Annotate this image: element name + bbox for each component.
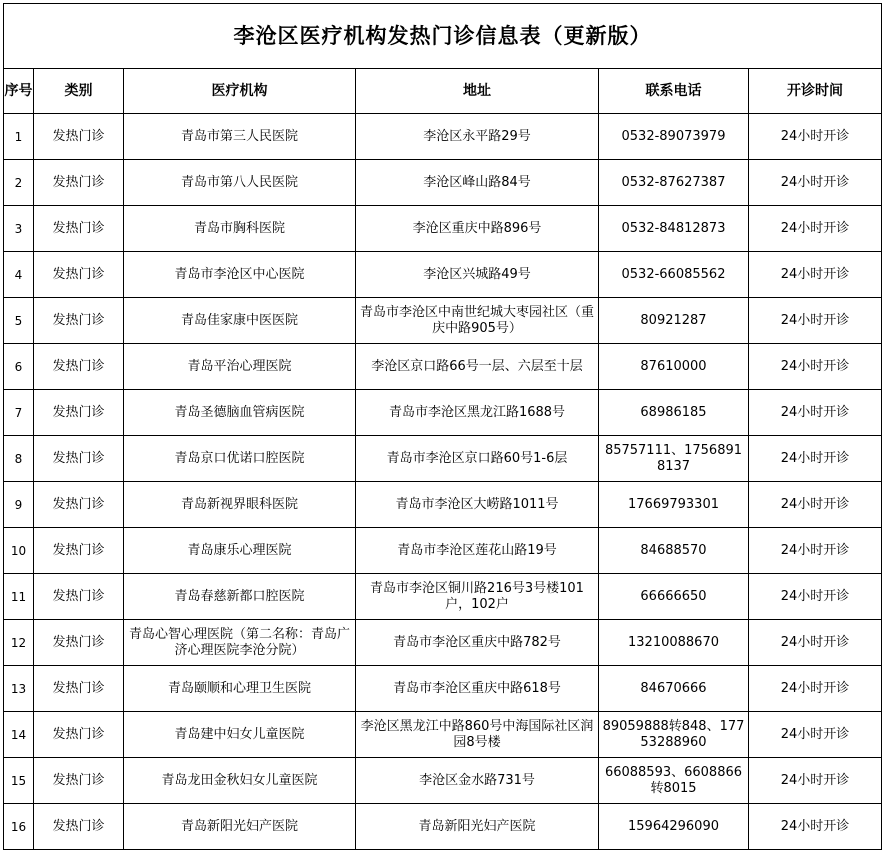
row-address: 青岛市李沧区重庆中路782号 [356,620,599,666]
row-hours: 24小时开诊 [749,620,882,666]
table-row [4,758,882,804]
header-row [4,69,882,114]
table-row [4,712,882,758]
table-row [4,528,882,574]
row-seq: 16 [4,804,34,850]
row-hours: 24小时开诊 [749,712,882,758]
row-phone: 0532-84812873 [599,206,749,252]
table-title: 李沧区医疗机构发热门诊信息表（更新版） [4,4,882,69]
table-body [4,114,882,850]
row-address: 李沧区金水路731号 [356,758,599,804]
row-category: 发热门诊 [34,298,124,344]
row-phone: 66088593、6608866转8015 [599,758,749,804]
row-phone: 80921287 [599,298,749,344]
row-address: 青岛市李沧区黑龙江路1688号 [356,390,599,436]
table-row [4,206,882,252]
fever-clinic-table [3,3,882,850]
row-category: 发热门诊 [34,252,124,298]
row-category: 发热门诊 [34,574,124,620]
row-category: 发热门诊 [34,390,124,436]
row-address: 青岛新阳光妇产医院 [356,804,599,850]
row-seq: 11 [4,574,34,620]
row-seq: 2 [4,160,34,206]
row-seq: 8 [4,436,34,482]
row-seq: 14 [4,712,34,758]
row-address: 青岛市李沧区莲花山路19号 [356,528,599,574]
row-phone: 13210088670 [599,620,749,666]
row-institution: 青岛京口优诺口腔医院 [124,436,356,482]
header-address: 地址 [356,69,599,114]
table-row [4,160,882,206]
row-category: 发热门诊 [34,114,124,160]
row-hours: 24小时开诊 [749,528,882,574]
row-hours: 24小时开诊 [749,160,882,206]
row-hours: 24小时开诊 [749,758,882,804]
row-seq: 6 [4,344,34,390]
table-row [4,114,882,160]
row-institution: 青岛建中妇女儿童医院 [124,712,356,758]
header-seq: 序号 [4,69,34,114]
row-phone: 17669793301 [599,482,749,528]
row-category: 发热门诊 [34,666,124,712]
table-row [4,298,882,344]
row-institution: 青岛颐顺和心理卫生医院 [124,666,356,712]
row-phone: 87610000 [599,344,749,390]
row-institution: 青岛龙田金秋妇女儿童医院 [124,758,356,804]
row-institution: 青岛心智心理医院（第二名称：青岛广济心理医院李沧分院） [124,620,356,666]
table-row [4,804,882,850]
row-seq: 7 [4,390,34,436]
row-address: 青岛市李沧区重庆中路618号 [356,666,599,712]
row-phone: 68986185 [599,390,749,436]
row-seq: 10 [4,528,34,574]
table-row [4,344,882,390]
row-address: 李沧区峰山路84号 [356,160,599,206]
row-institution: 青岛市胸科医院 [124,206,356,252]
row-institution: 青岛市第三人民医院 [124,114,356,160]
row-institution: 青岛市李沧区中心医院 [124,252,356,298]
row-institution: 青岛春慈新都口腔医院 [124,574,356,620]
row-hours: 24小时开诊 [749,804,882,850]
row-phone: 66666650 [599,574,749,620]
row-institution: 青岛圣德脑血管病医院 [124,390,356,436]
row-hours: 24小时开诊 [749,436,882,482]
row-hours: 24小时开诊 [749,114,882,160]
row-address: 青岛市李沧区京口路60号1-6层 [356,436,599,482]
row-category: 发热门诊 [34,482,124,528]
row-phone: 0532-66085562 [599,252,749,298]
row-category: 发热门诊 [34,344,124,390]
row-category: 发热门诊 [34,436,124,482]
row-category: 发热门诊 [34,712,124,758]
header-hours: 开诊时间 [749,69,882,114]
row-phone: 85757111、17568918137 [599,436,749,482]
row-seq: 3 [4,206,34,252]
row-address: 李沧区黑龙江中路860号中海国际社区润园8号楼 [356,712,599,758]
row-hours: 24小时开诊 [749,482,882,528]
row-seq: 5 [4,298,34,344]
row-phone: 15964296090 [599,804,749,850]
row-institution: 青岛市第八人民医院 [124,160,356,206]
row-hours: 24小时开诊 [749,574,882,620]
row-category: 发热门诊 [34,804,124,850]
row-hours: 24小时开诊 [749,252,882,298]
row-institution: 青岛佳家康中医医院 [124,298,356,344]
table-row [4,252,882,298]
row-institution: 青岛新视界眼科医院 [124,482,356,528]
row-institution: 青岛康乐心理医院 [124,528,356,574]
row-category: 发热门诊 [34,758,124,804]
row-hours: 24小时开诊 [749,390,882,436]
row-seq: 9 [4,482,34,528]
row-hours: 24小时开诊 [749,298,882,344]
table-row [4,482,882,528]
row-category: 发热门诊 [34,206,124,252]
row-address: 李沧区兴城路49号 [356,252,599,298]
table-row [4,620,882,666]
table-row [4,666,882,712]
table-row [4,390,882,436]
header-category: 类别 [34,69,124,114]
row-address: 李沧区永平路29号 [356,114,599,160]
row-institution: 青岛平治心理医院 [124,344,356,390]
row-hours: 24小时开诊 [749,666,882,712]
table-row [4,436,882,482]
row-seq: 13 [4,666,34,712]
row-phone: 84670666 [599,666,749,712]
header-phone: 联系电话 [599,69,749,114]
row-address: 青岛市李沧区中南世纪城大枣园社区（重庆中路905号） [356,298,599,344]
row-seq: 15 [4,758,34,804]
row-category: 发热门诊 [34,528,124,574]
row-seq: 1 [4,114,34,160]
row-institution: 青岛新阳光妇产医院 [124,804,356,850]
table-row [4,574,882,620]
row-address: 青岛市李沧区铜川路216号3号楼101户，102户 [356,574,599,620]
row-seq: 4 [4,252,34,298]
row-address: 李沧区京口路66号一层、六层至十层 [356,344,599,390]
row-category: 发热门诊 [34,160,124,206]
row-phone: 0532-87627387 [599,160,749,206]
row-phone: 89059888转848、17753288960 [599,712,749,758]
row-address: 青岛市李沧区大崂路1011号 [356,482,599,528]
row-address: 李沧区重庆中路896号 [356,206,599,252]
row-seq: 12 [4,620,34,666]
row-hours: 24小时开诊 [749,344,882,390]
row-hours: 24小时开诊 [749,206,882,252]
row-category: 发热门诊 [34,620,124,666]
header-institution: 医疗机构 [124,69,356,114]
row-phone: 84688570 [599,528,749,574]
row-phone: 0532-89073979 [599,114,749,160]
